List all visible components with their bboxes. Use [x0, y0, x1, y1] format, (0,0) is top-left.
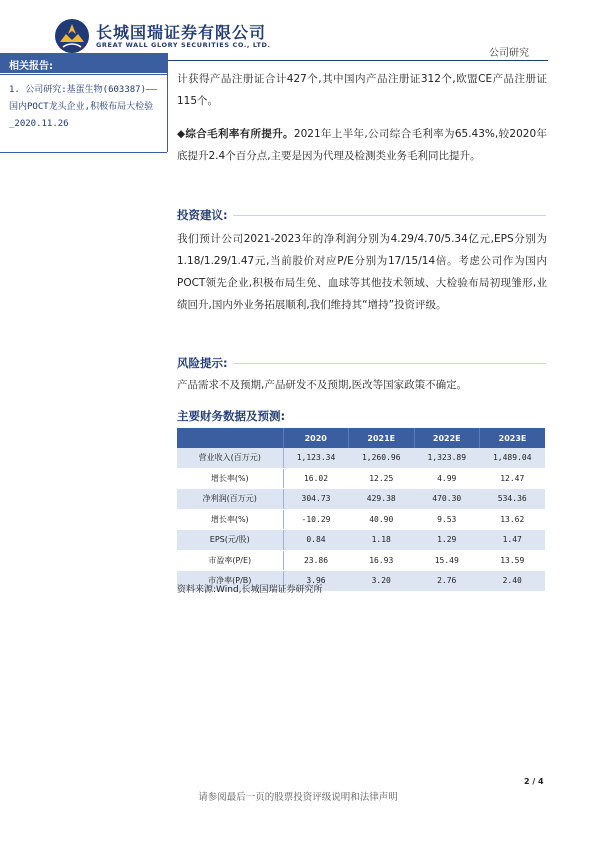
table-cell: 16.02 — [283, 468, 349, 489]
table-cell: 12.25 — [349, 468, 415, 489]
table-cell: -10.29 — [283, 509, 349, 530]
table-cell: 0.84 — [283, 530, 349, 551]
table-header-cell: 2022E — [414, 428, 480, 448]
table-row — [177, 530, 545, 551]
risk-warning-text: 产品需求不及预期,产品研发不及预期,医改等国家政策不确定。 — [177, 379, 468, 391]
table-cell: 1.47 — [480, 530, 546, 551]
sidebar-title: 相关报告: — [9, 61, 53, 72]
registration-paragraph: 计获得产品注册证合计427个,其中国内产品注册证312个,欧盟CE产品注册证115个。 — [177, 73, 547, 107]
table-header-cell — [177, 428, 283, 448]
gross-margin-heading: ◆综合毛利率有所提升。 — [177, 128, 294, 140]
table-row-label: 市盈率(P/E) — [177, 550, 283, 571]
table-header-cell: 2021E — [349, 428, 415, 448]
table-cell: 470.30 — [414, 489, 480, 510]
table-row — [177, 509, 545, 530]
table-cell: 429.38 — [349, 489, 415, 510]
table-row-label: 增长率(%) — [177, 509, 283, 530]
table-cell: 23.86 — [283, 550, 349, 571]
table-cell: 16.93 — [349, 550, 415, 571]
table-row — [177, 468, 545, 489]
table-cell: 1.18 — [349, 530, 415, 551]
table-cell: 304.73 — [283, 489, 349, 510]
financial-data-table — [177, 428, 545, 592]
table-row-label: 增长率(%) — [177, 468, 283, 489]
table-source-note: 资料来源:Wind,长城国瑞证券研究所 — [177, 585, 323, 595]
table-cell: 40.90 — [349, 509, 415, 530]
table-row — [177, 550, 545, 571]
report-category: 公司研究 — [489, 48, 529, 59]
footer-disclaimer: 请参阅最后一页的股票投资评级说明和法律声明 — [198, 792, 398, 803]
table-header-cell: 2023E — [480, 428, 546, 448]
gross-margin-paragraph — [177, 123, 547, 167]
brand-name-en: GREAT WALL GLORY SECURITIES CO., LTD. — [96, 41, 271, 49]
investment-advice-title: 投资建议: — [177, 208, 228, 222]
table-cell: 3.20 — [349, 571, 415, 592]
table-row-label: 市净率(P/B) — [177, 571, 283, 592]
sidebar-vertical-divider — [167, 53, 168, 152]
table-cell: 13.59 — [480, 550, 546, 571]
brand-name-cn: 长城国瑞证券有限公司 — [96, 23, 267, 42]
table-row — [177, 448, 545, 468]
sidebar-divider-bottom — [0, 152, 167, 153]
header-divider — [168, 60, 548, 61]
table-cell: 12.47 — [480, 468, 546, 489]
company-logo-icon — [54, 18, 90, 54]
risk-warning-rule — [233, 363, 546, 364]
risk-warning-title: 风险提示: — [177, 356, 228, 370]
page-number: 2 / 4 — [524, 777, 544, 786]
table-cell: 3.96 — [283, 571, 349, 592]
table-cell: 1,489.04 — [480, 448, 546, 468]
table-cell: 1,260.96 — [349, 448, 415, 468]
investment-advice-rule — [233, 215, 546, 216]
table-row — [177, 489, 545, 510]
table-header-cell: 2020 — [283, 428, 349, 448]
gross-margin-text: 2021年上半年,公司综合毛利率为65.43%,较2020年底提升2.4个百分点,主要是因为代理及检测类业务毛利同比提升。 — [177, 128, 548, 162]
table-cell: 9.53 — [414, 509, 480, 530]
table-cell: 15.49 — [414, 550, 480, 571]
financial-table-title: 主要财务数据及预测: — [177, 409, 286, 423]
table-cell: 2.76 — [414, 571, 480, 592]
table-header-row — [177, 428, 545, 448]
sidebar-divider-top — [0, 74, 167, 75]
table-cell: 1,323.89 — [414, 448, 480, 468]
table-row-label: 营业收入(百万元) — [177, 448, 283, 468]
table-cell: 2.40 — [480, 571, 546, 592]
table-row-label: 净利润(百万元) — [177, 489, 283, 510]
table-cell: 1,123.34 — [283, 448, 349, 468]
related-report-link[interactable]: 1. 公司研究:基蛋生物(603387)——国内POCT龙头企业,积极布局大检验_2020.11.26 — [9, 85, 157, 129]
table-cell: 4.99 — [414, 468, 480, 489]
table-cell: 1.29 — [414, 530, 480, 551]
table-row-label: EPS(元/股) — [177, 530, 283, 551]
table-cell: 13.62 — [480, 509, 546, 530]
table-cell: 534.36 — [480, 489, 546, 510]
investment-advice-text: 我们预计公司2021-2023年的净利润分别为4.29/4.70/5.34亿元,EPS分别为1.18/1.29/1.47元,当前股价对应P/E分别为17/15/14倍。考虑公司作为国内POCT领先企业,积极布局生免、血球等其他技术领域、大检验布局初现雏形,业绩回升,国内外业务拓展顺利,我们维持其“增持”投资评级。 — [177, 233, 547, 311]
